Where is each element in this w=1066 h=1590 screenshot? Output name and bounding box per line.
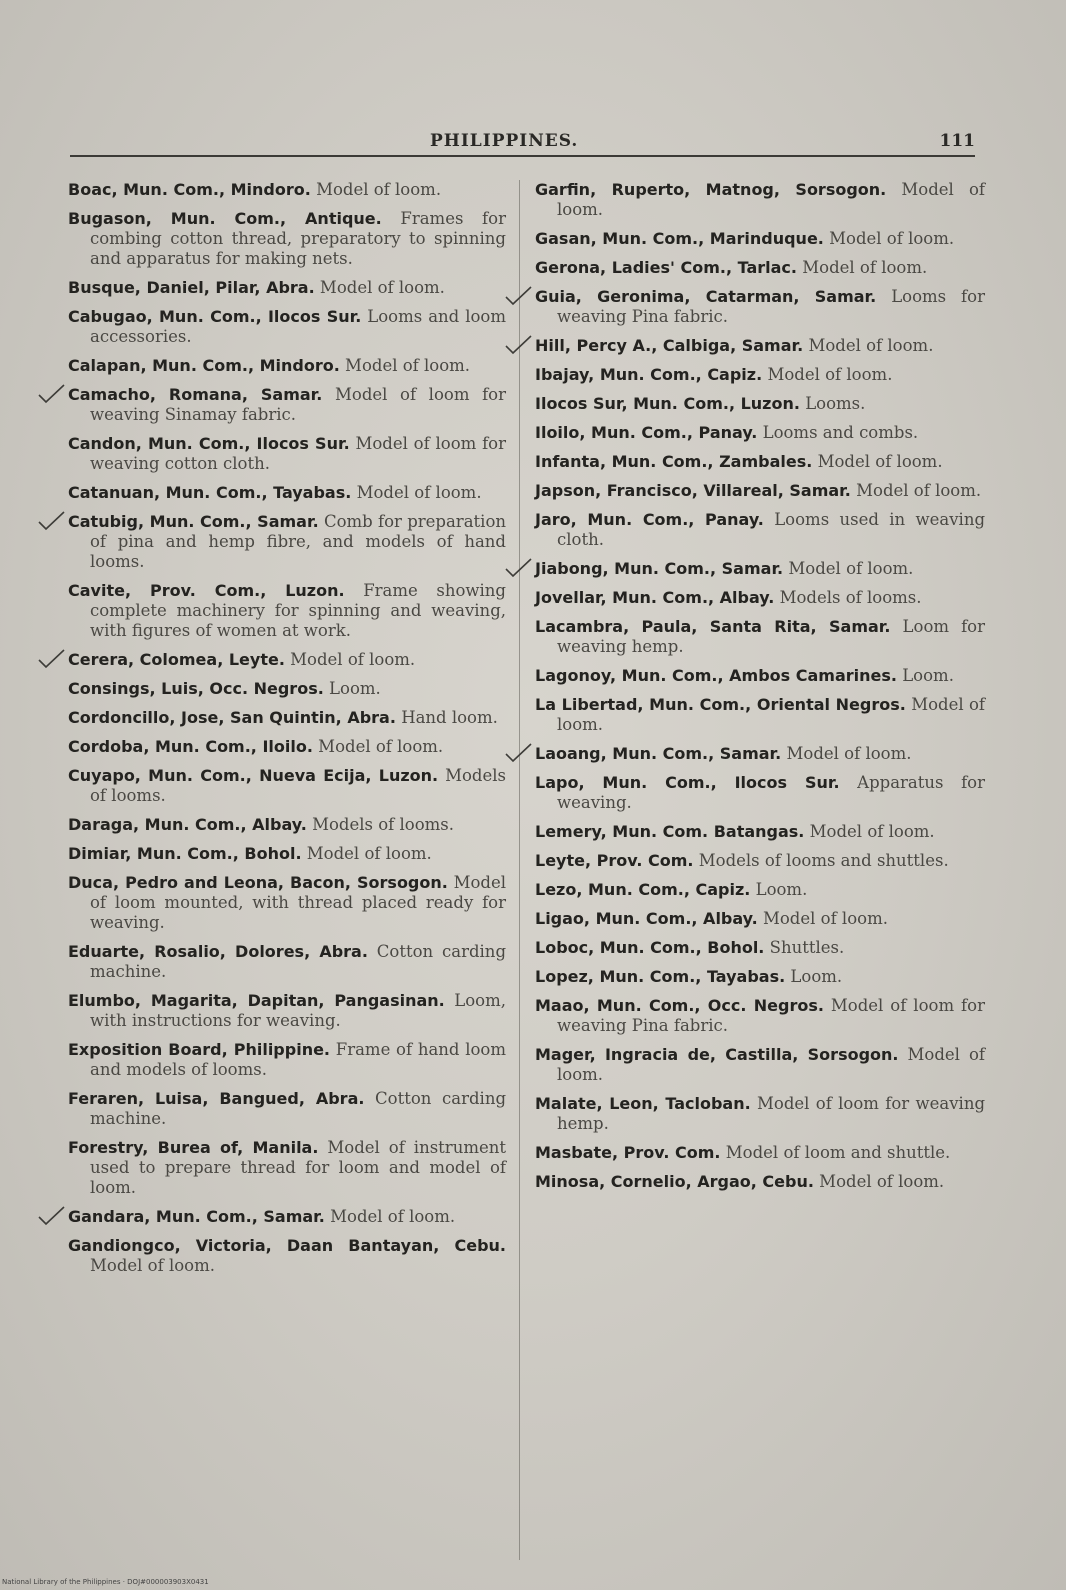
entry-name: Lezo, Mun. Com., Capiz. [535,880,751,899]
entry-description: Looms and loom accessories. [90,307,506,346]
check-mark-icon [36,648,66,670]
entry-description: Model of instrument used to prepare thread for loom and model of loom. [90,1138,506,1197]
index-entry [535,1045,985,1085]
entry-description: Looms used in weaving cloth. [557,510,986,549]
page-number: 111 [939,131,975,151]
entry-name: Minosa, Cornelio, Argao, Cebu. [535,1172,814,1191]
entry-description: Looms and combs. [762,423,919,442]
check-mark-icon [36,510,66,532]
index-entry [535,510,985,550]
entry-name: Catubig, Mun. Com., Samar. [68,512,319,531]
entry-name: Candon, Mun. Com., Ilocos Sur. [68,434,350,453]
entry-description: Model of loom for weaving cotton cloth. [90,434,506,473]
check-mark-icon [503,285,533,307]
index-entry [535,909,985,929]
index-entry [535,1172,985,1192]
entry-name: Maao, Mun. Com., Occ. Negros. [535,996,824,1015]
entry-description: Cotton carding machine. [90,942,507,981]
entry-description: Model of loom. [829,229,955,248]
entry-name: Ibajay, Mun. Com., Capiz. [535,365,763,384]
index-entry [68,650,506,670]
index-entry [68,1207,506,1227]
entry-description: Model of loom. [817,452,943,471]
entry-description: Model of loom. [808,336,934,355]
entry-description: Frame showing complete machinery for spinning and weaving, with figures of women at work. [90,581,506,640]
index-entry [535,666,985,686]
entry-description: Model of loom. [788,559,914,578]
entry-description: Looms. [805,394,866,413]
entry-name: Leyte, Prov. Com. [535,851,694,870]
entry-description: Models of looms. [312,815,454,834]
entry-description: Model of loom. [809,822,935,841]
running-header [70,131,975,157]
entry-name: Feraren, Luisa, Bangued, Abra. [68,1089,365,1108]
entry-name: Lacambra, Paula, Santa Rita, Samar. [535,617,891,636]
index-entry [535,559,985,579]
entry-description: Model of loom. [557,695,985,734]
entry-description: Model of loom. [316,180,442,199]
index-entry [68,815,506,835]
entry-description: Loom, with instructions for weaving. [90,991,506,1030]
entry-description: Loom. [790,967,843,986]
check-mark-icon [36,1205,66,1227]
index-entry [535,967,985,987]
entry-name: Cabugao, Mun. Com., Ilocos Sur. [68,307,362,326]
entry-description: Model of loom. [356,483,482,502]
index-entry [535,336,985,356]
entry-name: Jiabong, Mun. Com., Samar. [535,559,784,578]
index-entry [68,483,506,503]
entry-name: Loboc, Mun. Com., Bohol. [535,938,765,957]
index-entry [535,229,985,249]
index-entry [68,1040,506,1080]
entry-name: Guia, Geronima, Catarman, Samar. [535,287,877,306]
index-entry [68,356,506,376]
entry-name: Malate, Leon, Tacloban. [535,1094,751,1113]
entry-description: Model of loom. [819,1172,945,1191]
entry-name: Cerera, Colomea, Leyte. [68,650,285,669]
index-entry [535,938,985,958]
entry-description: Frames for combing cotton thread, preparatory to spinning and apparatus for making nets. [90,209,506,268]
index-entry [68,1138,506,1198]
entry-description: Model of loom. [345,356,471,375]
entry-description: Frame of hand loom and models of looms. [90,1040,506,1079]
entry-description: Model of loom for weaving hemp. [557,1094,986,1133]
entry-name: Dimiar, Mun. Com., Bohol. [68,844,302,863]
entry-name: Consings, Luis, Occ. Negros. [68,679,324,698]
entry-name: Gandara, Mun. Com., Samar. [68,1207,325,1226]
index-entry [535,744,985,764]
entry-description: Model of loom. [762,909,888,928]
entry-name: Cuyapo, Mun. Com., Nueva Ecija, Luzon. [68,766,439,785]
entry-name: La Libertad, Mun. Com., Oriental Negros. [535,695,906,714]
check-mark-icon [503,334,533,356]
entry-name: Boac, Mun. Com., Mindoro. [68,180,311,199]
entry-description: Looms for weaving Pina fabric. [557,287,985,326]
index-entry [68,209,506,269]
index-entry [535,481,985,501]
entry-name: Iloilo, Mun. Com., Panay. [535,423,758,442]
entry-name: Duca, Pedro and Leona, Bacon, Sorsogon. [68,873,448,892]
entry-description: Cotton carding machine. [90,1089,507,1128]
index-entry [535,880,985,900]
index-entry [68,737,506,757]
entry-name: Bugason, Mun. Com., Antique. [68,209,382,228]
entry-description: Model of loom. [290,650,416,669]
entry-name: Gerona, Ladies' Com., Tarlac. [535,258,797,277]
index-entry [68,844,506,864]
index-entry [535,695,985,735]
index-entry [68,512,506,572]
entry-description: Comb for preparation of pina and hemp fibre, and models of hand looms. [90,512,507,571]
entry-description: Shuttles. [769,938,845,957]
entry-description: Model of loom. [802,258,928,277]
entry-name: Japson, Francisco, Villareal, Samar. [535,481,851,500]
index-entry [535,180,985,220]
entry-description: Model of loom. [306,844,432,863]
entry-name: Catanuan, Mun. Com., Tayabas. [68,483,352,502]
entry-description: Loom. [755,880,808,899]
index-entry [535,365,985,385]
entry-description: Hand loom. [401,708,498,727]
entry-name: Mager, Ingracia de, Castilla, Sorsogon. [535,1045,899,1064]
entry-description: Model of loom. [319,278,445,297]
entry-description: Models of looms. [90,766,506,805]
index-entry [68,385,506,425]
entry-description: Model of loom for weaving Sinamay fabric. [90,385,507,424]
index-entry [535,1094,985,1134]
entry-name: Infanta, Mun. Com., Zambales. [535,452,813,471]
entry-description: Model of loom. [557,1045,985,1084]
index-entry [535,617,985,657]
entry-description: Model of loom. [557,180,986,219]
index-entry [535,822,985,842]
index-entry [68,307,506,347]
index-entry [535,996,985,1036]
check-mark-icon [503,557,533,579]
index-entry [68,679,506,699]
entry-name: Busque, Daniel, Pilar, Abra. [68,278,315,297]
entry-name: Hill, Percy A., Calbiga, Samar. [535,336,804,355]
entry-description: Model of loom and shuttle. [725,1143,951,1162]
entry-description: Loom for weaving hemp. [557,617,985,656]
index-entry [68,942,506,982]
entry-name: Ilocos Sur, Mun. Com., Luzon. [535,394,800,413]
index-entry [68,708,506,728]
entry-name: Lopez, Mun. Com., Tayabas. [535,967,786,986]
entry-name: Daraga, Mun. Com., Albay. [68,815,307,834]
entry-name: Exposition Board, Philippine. [68,1040,331,1059]
entry-description: Models of looms. [779,588,922,607]
index-entry [535,1143,985,1163]
index-entry [535,423,985,443]
entry-description: Model of loom. [856,481,982,500]
entry-name: Calapan, Mun. Com., Mindoro. [68,356,340,375]
index-entry [535,394,985,414]
footer-credit: National Library of the Philippines · DOJ#000003903X0431 [2,1578,209,1586]
entry-description: Model of loom. [786,744,912,763]
entry-name: Jaro, Mun. Com., Panay. [535,510,764,529]
check-mark-icon [503,742,533,764]
entry-description: Apparatus for weaving. [557,773,986,812]
entry-name: Gandiongco, Victoria, Daan Bantayan, Cebu. [68,1236,506,1255]
index-entry [68,1236,506,1276]
entry-name: Cordoba, Mun. Com., Iloilo. [68,737,313,756]
index-entry [68,873,506,933]
entry-description: Model of loom. [330,1207,456,1226]
right-column [535,180,985,1201]
entry-name: Lapo, Mun. Com., Ilocos Sur. [535,773,840,792]
entry-name: Lagonoy, Mun. Com., Ambos Camarines. [535,666,897,685]
entry-name: Masbate, Prov. Com. [535,1143,721,1162]
check-mark-icon [36,383,66,405]
index-entry [68,434,506,474]
entry-description: Model of loom. [318,737,444,756]
entry-name: Cavite, Prov. Com., Luzon. [68,581,345,600]
entry-description: Model of loom mounted, with thread placed ready for weaving. [90,873,507,932]
entry-name: Camacho, Romana, Samar. [68,385,323,404]
index-entry [535,851,985,871]
index-entry [68,766,506,806]
index-entry [68,278,506,298]
entry-name: Garfin, Ruperto, Matnog, Sorsogon. [535,180,887,199]
entry-description: Models of looms and shuttles. [698,851,949,870]
entry-description: Loom. [902,666,954,685]
index-entry [68,1089,506,1129]
entry-name: Eduarte, Rosalio, Dolores, Abra. [68,942,368,961]
entry-name: Elumbo, Magarita, Dapitan, Pangasinan. [68,991,445,1010]
entry-description: Model of loom. [90,1256,215,1275]
index-entry [68,991,506,1031]
entry-description: Loom. [329,679,381,698]
index-entry [535,588,985,608]
index-entry [535,452,985,472]
entry-name: Lemery, Mun. Com. Batangas. [535,822,805,841]
index-entry [535,773,985,813]
entry-description: Model of loom for weaving Pina fabric. [557,996,985,1035]
left-column [68,180,506,1285]
entry-name: Ligao, Mun. Com., Albay. [535,909,758,928]
entry-name: Gasan, Mun. Com., Marinduque. [535,229,824,248]
index-entry [68,180,506,200]
index-entry [68,581,506,641]
column-divider [519,180,520,1560]
page-title: PHILIPPINES. [430,131,579,151]
entry-name: Cordoncillo, Jose, San Quintin, Abra. [68,708,396,727]
index-entry [535,287,985,327]
entry-name: Forestry, Burea of, Manila. [68,1138,319,1157]
entry-description: Model of loom. [767,365,893,384]
entry-name: Laoang, Mun. Com., Samar. [535,744,782,763]
index-entry [535,258,985,278]
entry-name: Jovellar, Mun. Com., Albay. [535,588,775,607]
